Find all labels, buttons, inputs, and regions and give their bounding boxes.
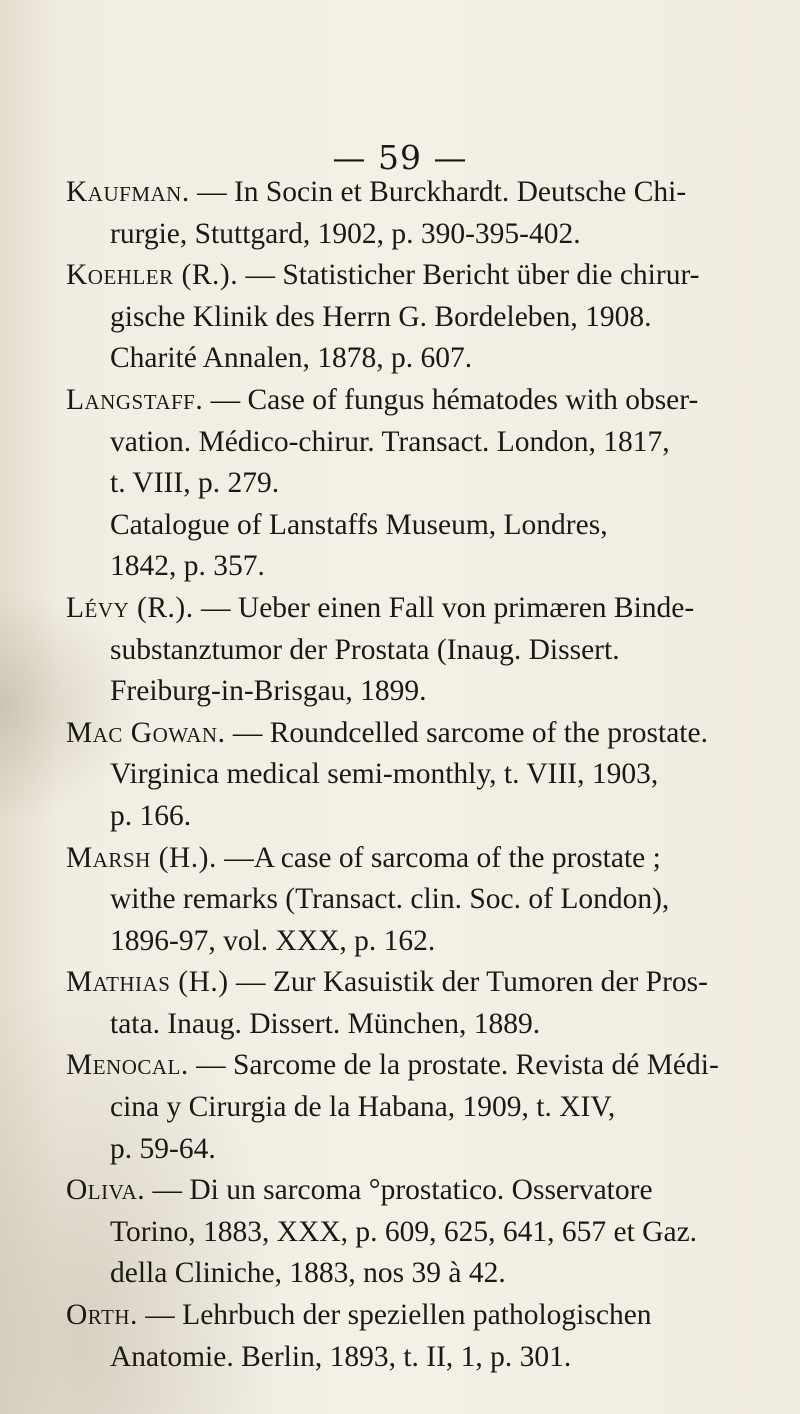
- entry-text: cina y Cirurgia de la Habana, 1909, t. XIV,: [110, 1091, 616, 1124]
- entry-continuation-line: [66, 422, 756, 464]
- entry-text: — Statisticher Bericht über die chirur-: [238, 259, 700, 292]
- entry-first-line: [66, 962, 756, 1004]
- entry-author: Mathias (H.): [66, 966, 229, 999]
- entry-continuation-line: [66, 754, 756, 796]
- entry-author: Langstaff.: [66, 383, 204, 416]
- page-number: — 59 —: [332, 138, 468, 177]
- entry-first-line: [66, 505, 756, 547]
- entry-text: — Zur Kasuistik der Tumoren der Pros-: [228, 966, 708, 999]
- entry-text: — Roundcelled sarcome of the prostate.: [225, 716, 708, 749]
- entry-author: Mac Gowan.: [66, 716, 226, 749]
- entry-author: Oliva.: [66, 1174, 146, 1207]
- bibliography-list: [66, 172, 756, 1378]
- bibliography-entry: [66, 1045, 756, 1170]
- bibliography-entry: [66, 255, 756, 380]
- entry-continuation-line: [66, 297, 756, 339]
- entry-text: Virginica medical semi-monthly, t. VIII, 1903,: [110, 758, 659, 791]
- entry-text: 1842, p. 357.: [110, 550, 265, 583]
- entry-text: t. VIII, p. 279.: [110, 467, 280, 500]
- bibliography-entry: [66, 838, 756, 963]
- entry-first-line: [66, 1295, 756, 1337]
- entry-first-line: [66, 380, 756, 422]
- entry-author: Kaufman.: [66, 176, 190, 208]
- entry-first-line: [66, 1170, 756, 1212]
- bibliography-entry: [66, 505, 756, 588]
- entry-text: p. 166.: [110, 799, 192, 832]
- entry-text: Charité Annalen, 1878, p. 607.: [110, 342, 473, 375]
- bibliography-entry: [66, 713, 756, 838]
- entry-author: Marsh (H.).: [66, 841, 217, 874]
- entry-continuation-line: [66, 463, 756, 505]
- entry-text: — Sarcome de la prostate. Revista dé Médi-: [188, 1049, 719, 1082]
- entry-text: rurgie, Stuttgard, 1902, p. 390-395-402.: [110, 217, 581, 250]
- entry-first-line: [66, 588, 756, 630]
- entry-author: Orth.: [66, 1299, 138, 1332]
- entry-first-line: [66, 255, 756, 297]
- entry-continuation-line: [66, 1337, 756, 1379]
- entry-text: —A case of sarcoma of the prostate ;: [216, 841, 661, 874]
- entry-first-line: [66, 838, 756, 880]
- entry-text: Torino, 1883, XXX, p. 609, 625, 641, 657 et Gaz.: [110, 1215, 698, 1248]
- bibliography-entry: [66, 380, 756, 505]
- entry-text: — Case of fungus hématodes with obser-: [203, 383, 699, 416]
- entry-first-line: [66, 1045, 756, 1087]
- entry-continuation-line: [66, 546, 756, 588]
- entry-continuation-line: [66, 1253, 756, 1295]
- entry-author: Menocal.: [66, 1049, 189, 1082]
- entry-continuation-line: [66, 1129, 756, 1171]
- entry-continuation-line: [66, 214, 756, 256]
- entry-text: gische Klinik des Herrn G. Bordeleben, 1908.: [110, 300, 652, 333]
- entry-author: Koehler (R.).: [66, 259, 239, 292]
- bibliography-entry: [66, 1295, 756, 1378]
- entry-continuation-line: [66, 338, 756, 380]
- entry-first-line: [66, 172, 756, 214]
- entry-author: Lévy (R.).: [66, 591, 194, 624]
- entry-text: p. 59-64.: [110, 1132, 216, 1165]
- entry-text: substanztumor der Prostata (Inaug. Dissert.: [110, 633, 620, 666]
- entry-text: 1896-97, vol. XXX, p. 162.: [110, 924, 436, 957]
- entry-text: withe remarks (Transact. clin. Soc. of London),: [110, 883, 670, 916]
- entry-text: — Lehrbuch der speziellen pathologischen: [137, 1299, 652, 1332]
- bibliography-entry: [66, 962, 756, 1045]
- entry-continuation-line: [66, 1087, 756, 1129]
- bibliography-entry: [66, 588, 756, 713]
- bibliography-entry: [66, 172, 756, 255]
- entry-text: Catalogue of Lanstaffs Museum, Londres,: [110, 508, 608, 541]
- entry-text: — Di un sarcoma °prostatico. Osservatore: [145, 1174, 653, 1207]
- entry-text: della Cliniche, 1883, nos 39 à 42.: [110, 1257, 506, 1290]
- entry-continuation-line: [66, 796, 756, 838]
- entry-continuation-line: [66, 1004, 756, 1046]
- entry-continuation-line: [66, 921, 756, 963]
- entry-continuation-line: [66, 1212, 756, 1254]
- entry-continuation-line: [66, 879, 756, 921]
- entry-continuation-line: [66, 671, 756, 713]
- entry-text: — In Socin et Burckhardt. Deutsche Chi-: [189, 176, 687, 208]
- entry-first-line: [66, 713, 756, 755]
- entry-text: vation. Médico-chirur. Transact. London, 1817,: [110, 425, 670, 458]
- bibliography-entry: [66, 1170, 756, 1295]
- entry-text: Anatomie. Berlin, 1893, t. II, 1, p. 301.: [110, 1340, 572, 1373]
- entry-text: tata. Inaug. Dissert. München, 1889.: [110, 1007, 541, 1040]
- entry-continuation-line: [66, 630, 756, 672]
- entry-text: — Ueber einen Fall von primæren Binde-: [193, 591, 695, 624]
- entry-text: Freiburg-in-Brisgau, 1899.: [110, 675, 427, 708]
